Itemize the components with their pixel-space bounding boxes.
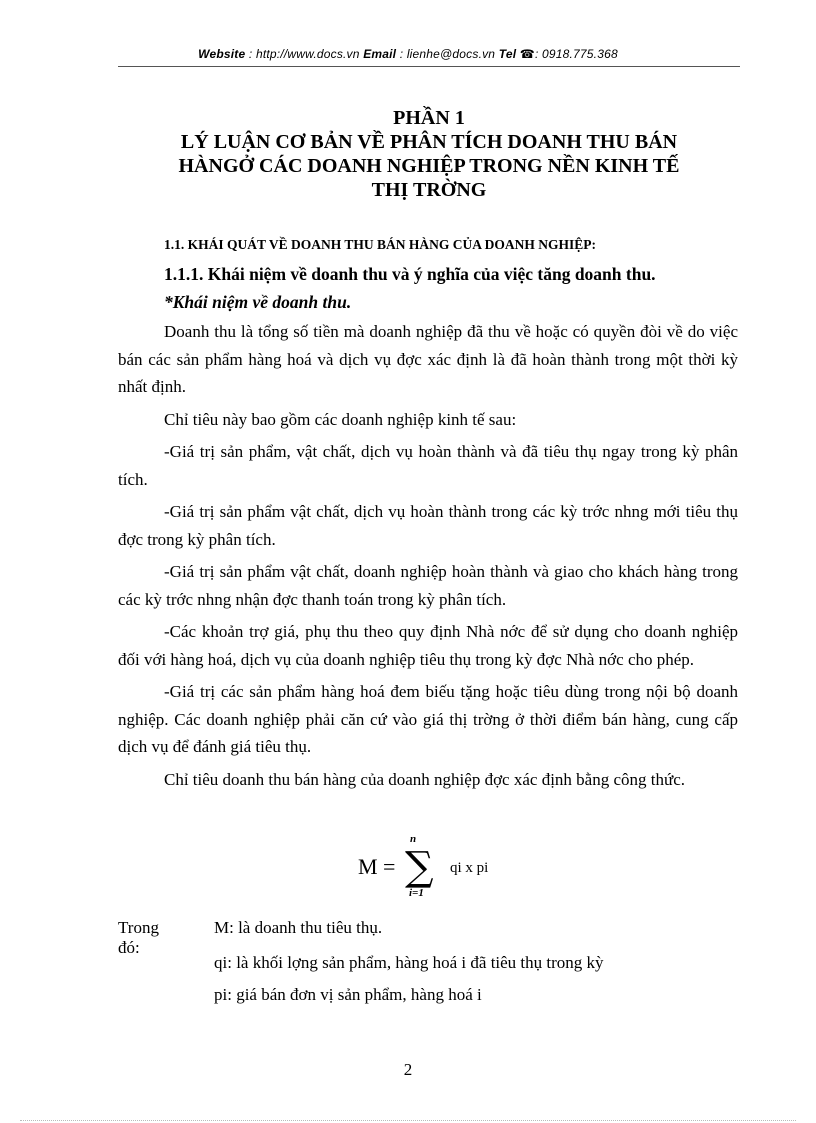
chapter-title-line-3: HÀNGỞ CÁC DOANH NGHIỆP TRONG NỀN KINH TẾ bbox=[178, 155, 680, 177]
section-heading: 1.1. KHÁI QUÁT VỀ DOANH THU BÁN HÀNG CỦA DOANH NGHIỆP: bbox=[164, 237, 597, 252]
footer-divider bbox=[20, 1120, 796, 1121]
tel-label: Tel bbox=[498, 47, 517, 61]
header-divider bbox=[118, 66, 740, 67]
paragraph: Chỉ tiêu doanh thu bán hàng của doanh nghiệp đợc xác định bằng công thức. bbox=[164, 769, 685, 789]
paragraph: Doanh thu là tổng số tiền mà doanh nghiệp đã thu về hoặc có quyền đòi về do việc bán các sản phẩm hàng hoá và dịch vụ đợc xác định là đã hoàn thành trong một thời kỳ nhất định. bbox=[118, 322, 738, 396]
body-text bbox=[118, 318, 738, 798]
formula-upper-limit: n bbox=[410, 833, 417, 845]
subsection-subheading: *Khái niệm về doanh thu. bbox=[164, 292, 352, 312]
paragraph: -Các khoản trợ giá, phụ thu theo quy định Nhà nớc để sử dụng cho doanh nghiệp đối với hàng hoá, dịch vụ của doanh nghiệp tiêu thụ trong kỳ đợc Nhà nớc cho phép. bbox=[118, 622, 738, 669]
revenue-formula bbox=[358, 830, 538, 900]
paragraph: -Giá trị sản phẩm vật chất, dịch vụ hoàn thành trong các kỳ trớc nhng mới tiêu thụ đợc trong kỳ phân tích. bbox=[118, 502, 738, 549]
chapter-title-line-1: PHẦN 1 bbox=[393, 107, 465, 129]
chapter-title-line-2: LÝ LUẬN CƠ BẢN VỀ PHÂN TÍCH DOANH THU BÁN bbox=[180, 131, 678, 153]
formula-lhs: M = bbox=[358, 854, 396, 879]
formula-lower-limit: i=1 bbox=[409, 887, 424, 899]
phone-icon: ☎ bbox=[519, 47, 535, 61]
website-value: : http://www.docs.vn bbox=[248, 47, 360, 61]
page-number: 2 bbox=[403, 1060, 413, 1079]
paragraph: -Giá trị sản phẩm vật chất, doanh nghiệp hoàn thành và giao cho khách hàng trong các kỳ trớc nhng nhận đợc thanh toán trong kỳ phân tích. bbox=[118, 562, 738, 609]
subsection-heading: 1.1.1. Khái niệm về doanh thu và ý nghĩa của việc tăng doanh thu. bbox=[164, 264, 656, 284]
sigma-icon: ∑ bbox=[405, 844, 434, 890]
chapter-title-line-4: THỊ TRỜNG bbox=[371, 179, 487, 201]
paragraph: -Giá trị các sản phẩm hàng hoá đem biếu tặng hoặc tiêu dùng trong nội bộ doanh nghiệp. Các doanh nghiệp phải căn cứ vào giá thị trờng ở thời điểm bán hàng, cung cấp dịch vụ để đánh giá tiêu thụ. bbox=[118, 682, 738, 756]
paragraph: -Giá trị sản phẩm, vật chất, dịch vụ hoàn thành và đã tiêu thụ ngay trong kỳ phân tích. bbox=[118, 442, 738, 489]
website-label: Website bbox=[198, 47, 246, 61]
chapter-title bbox=[118, 106, 740, 202]
definitions-label: Trong đó: bbox=[118, 918, 159, 957]
page-header bbox=[0, 47, 816, 61]
email-value: : lienhe@docs.vn bbox=[399, 47, 496, 61]
tel-value: : 0918.775.368 bbox=[534, 47, 618, 61]
email-label: Email bbox=[363, 47, 397, 61]
paragraph: Chỉ tiêu này bao gồm các doanh nghiệp kinh tế sau: bbox=[164, 409, 517, 429]
definition-item: M: là doanh thu tiêu thụ. bbox=[214, 918, 383, 937]
definition-item: qi: là khối lợng sản phẩm, hàng hoá i đã tiêu thụ trong kỳ bbox=[214, 953, 604, 972]
definition-item: pi: giá bán đơn vị sản phẩm, hàng hoá i bbox=[214, 985, 482, 1004]
formula-rhs: qi x pi bbox=[450, 860, 489, 876]
